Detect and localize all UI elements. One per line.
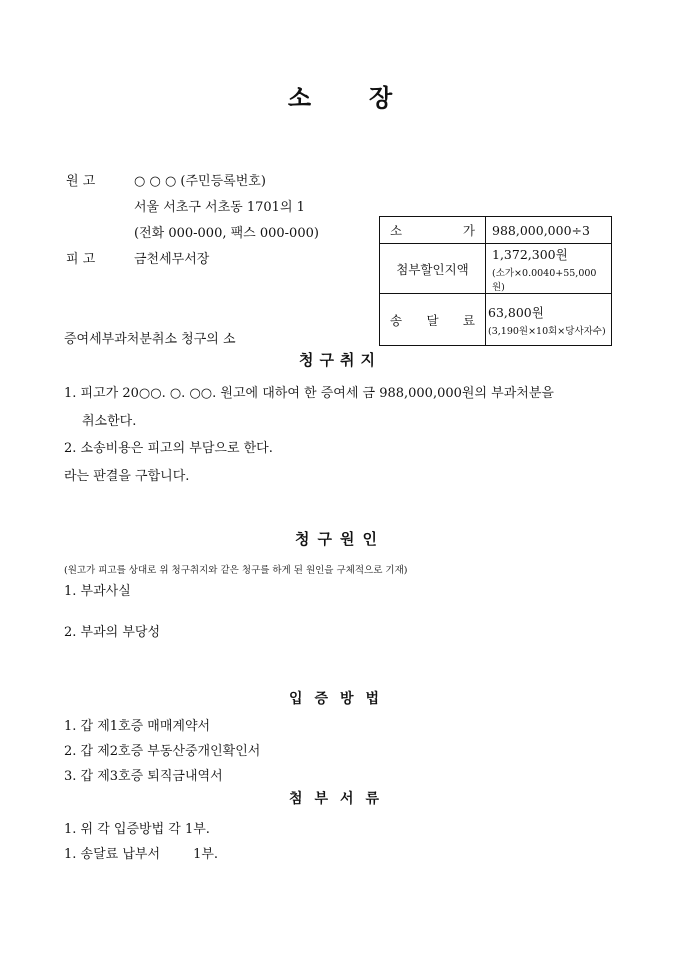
stamp-value: 1,372,300원 (492, 246, 568, 262)
fee-table (379, 216, 612, 346)
attachment-item-1: 1. 위 각 입증방법 각 1부. (64, 822, 210, 837)
postage-value-cell (486, 294, 612, 346)
defendant-label: 피 고 (66, 252, 96, 267)
claim-purpose-item2: 2. 소송비용은 피고의 부담으로 한다. (64, 441, 273, 456)
plaintiff-label: 원 고 (66, 174, 96, 189)
stamp-value-cell (486, 244, 612, 294)
fee-row-stamp (380, 244, 612, 294)
claim-purpose-item1-line2: 취소한다. (82, 414, 137, 429)
evidence-item-2: 2. 갑 제2호증 부동산중개인확인서 (64, 744, 261, 759)
postage-label-c: 료 (462, 312, 475, 328)
plaintiff-name: ○ ○ ○ (주민등록번호) (134, 174, 266, 189)
attachments-heading: 첨부서류 (288, 791, 392, 807)
claim-closing: 라는 판결을 구합니다. (64, 469, 190, 484)
defendant-row (66, 248, 209, 267)
evidence-heading: 입증방법 (288, 691, 392, 707)
fee-value-cell (486, 217, 612, 244)
stamp-note: (소가×0.0040+55,000원) (492, 267, 597, 293)
fee-row-postage (380, 294, 612, 346)
fee-row-value (380, 217, 612, 244)
case-name: 증여세부과처분취소 청구의 소 (64, 332, 236, 347)
stamp-label: 첨부할인지액 (380, 244, 486, 294)
evidence-item-3: 3. 갑 제3호증 퇴직금내역서 (64, 769, 223, 784)
claim-cause-item1: 1. 부과사실 (64, 584, 131, 599)
fee-value: 988,000,000÷3 (492, 222, 590, 238)
plaintiff-contact: (전화 000-000, 팩스 000-000) (134, 226, 319, 241)
postage-label-cell (380, 294, 486, 346)
claim-purpose-item1-line1: 1. 피고가 20○○. ○. ○○. 원고에 대하여 한 증여세 금 988,000,000원의 부과처분을 (64, 386, 554, 401)
plaintiff-address: 서울 서초구 서초동 1701의 1 (134, 200, 305, 215)
plaintiff-row (66, 170, 266, 189)
postage-label-b: 달 (426, 312, 439, 328)
claim-cause-heading: 청구원인 (295, 530, 385, 548)
attachment-item-2: 1. 송달료 납부서 1부. (64, 847, 219, 862)
evidence-item-1: 1. 갑 제1호증 매매계약서 (64, 719, 211, 734)
postage-value: 63,800원 (488, 304, 544, 320)
postage-note: (3,190원×10회×당사자수) (488, 325, 606, 337)
claim-cause-note: (원고가 피고를 상대로 위 청구취지와 같은 청구를 하게 된 원인을 구체적으로 기재) (64, 565, 408, 576)
title-right: 장 (369, 83, 393, 112)
fee-label-b: 가 (462, 223, 475, 238)
defendant-name: 금천세무서장 (134, 252, 210, 267)
title-left: 소 (287, 83, 311, 112)
document-title (0, 78, 680, 113)
postage-label-a: 송 (390, 312, 403, 328)
claim-purpose-heading: 청구취지 (299, 351, 381, 369)
fee-label-a: 소 (390, 223, 403, 238)
claim-cause-item2: 2. 부과의 부당성 (64, 625, 161, 640)
fee-label-cell (380, 217, 486, 244)
